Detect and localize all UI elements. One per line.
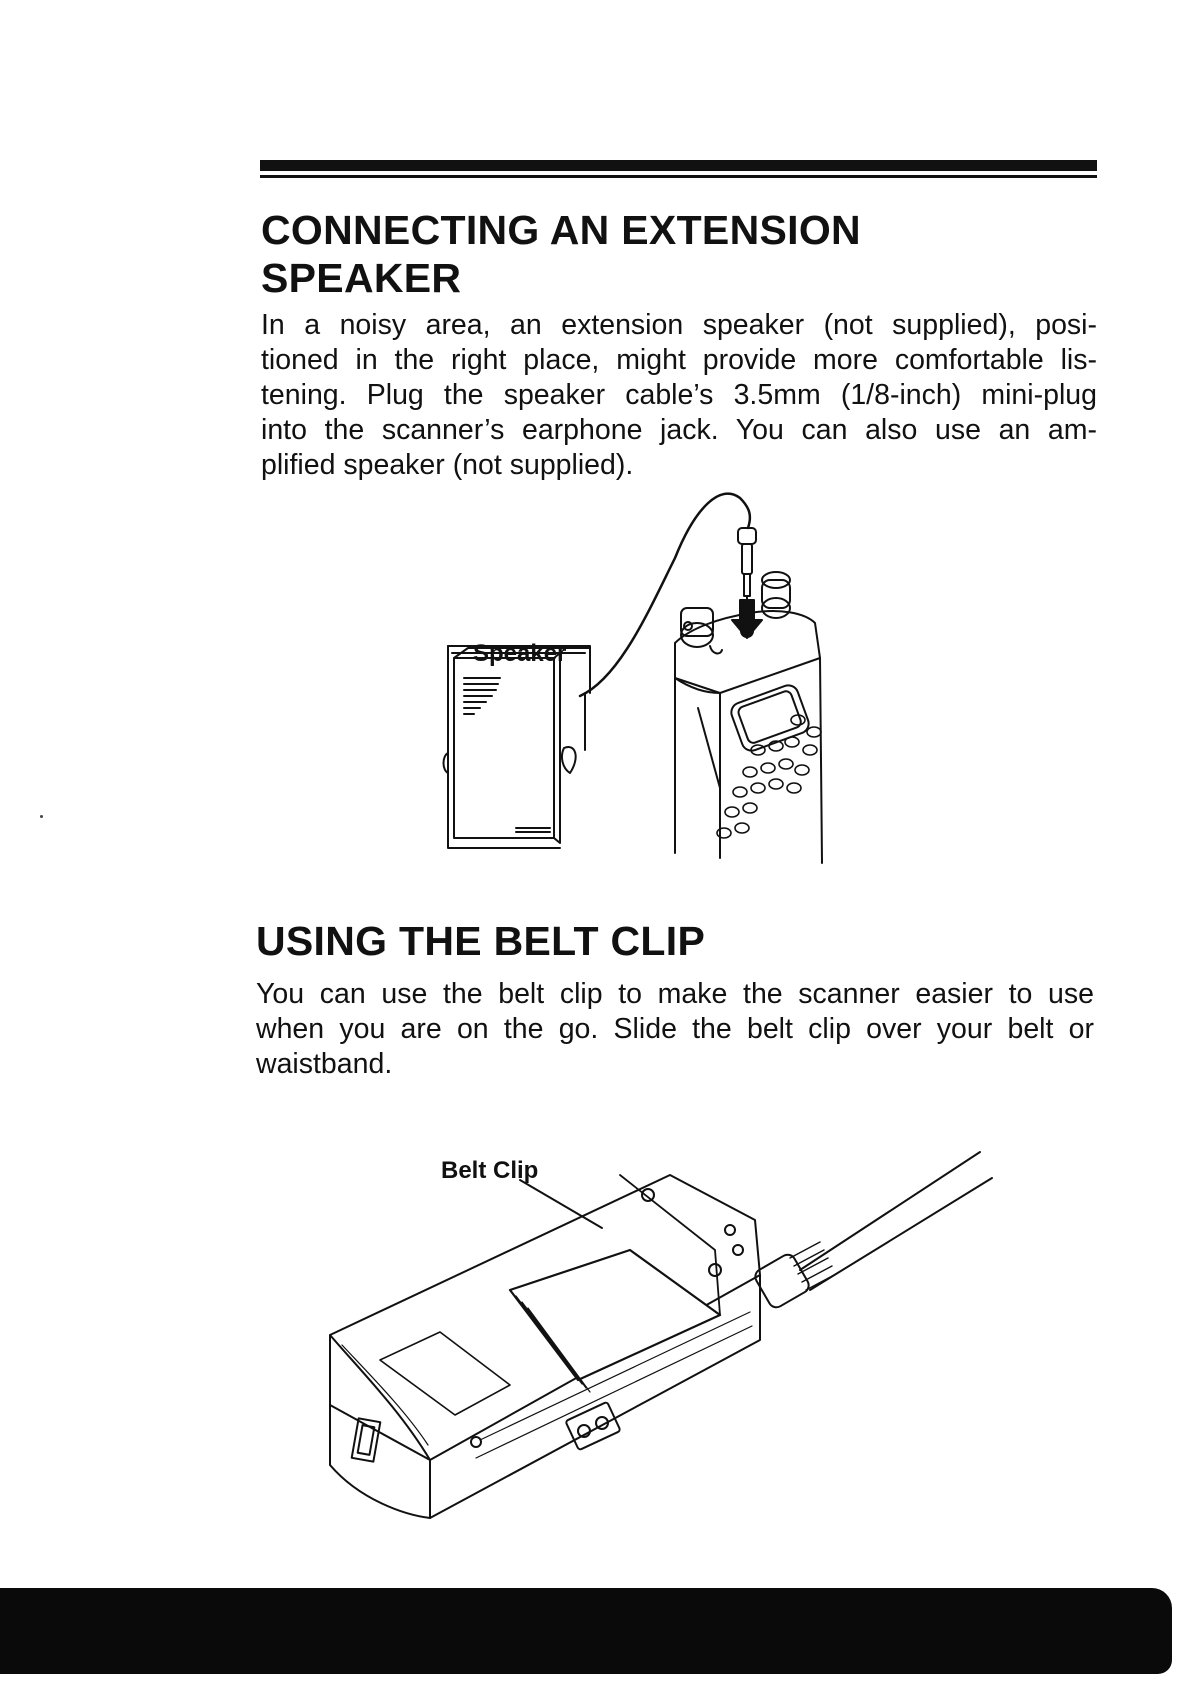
paragraph-line: tioned in the right place, might provide more comfortable lis- [261, 344, 1097, 376]
paragraph-line: In a noisy area, an extension speaker (not supplied), posi- [261, 309, 1097, 341]
heading-line-2: SPEAKER [261, 255, 462, 301]
antenna-icon [752, 1152, 992, 1310]
paragraph-line: into the scanner’s earphone jack. You can also use an am- [261, 414, 1097, 446]
speaker-box-icon [444, 646, 591, 848]
paragraph-line: waistband. [256, 1048, 393, 1080]
paragraph-line: You can use the belt clip to make the scanner easier to use [256, 978, 1094, 1010]
top-rule-thin [260, 175, 1097, 178]
heading-line-1: CONNECTING AN EXTENSION [261, 207, 861, 253]
paragraph-line: plified speaker (not supplied). [261, 449, 634, 481]
speaker-label: Speaker [473, 640, 567, 667]
belt-clip-icon [510, 1250, 720, 1380]
speaker-connection-illustration [420, 488, 900, 888]
mini-plug-icon [738, 528, 756, 606]
scanner-body-icon [330, 1175, 760, 1518]
section-heading-extension-speaker [261, 206, 1081, 302]
bottom-edge-band [0, 1588, 1172, 1674]
top-rule-thick [260, 160, 1097, 171]
section-heading-belt-clip: USING THE BELT CLIP [256, 918, 706, 964]
paragraph-line: tening. Plug the speaker cable’s 3.5mm (1/8-inch) mini-plug [261, 379, 1097, 411]
belt-clip-paragraph [256, 977, 1094, 1082]
extension-speaker-paragraph [261, 308, 1097, 483]
belt-clip-pointer-line [520, 1180, 602, 1228]
paragraph-line: when you are on the go. Slide the belt clip over your belt or [256, 1013, 1094, 1045]
stray-dot [40, 815, 43, 818]
speaker-cable [580, 494, 750, 696]
belt-clip-illustration [320, 1140, 1020, 1560]
belt-clip-label: Belt Clip [441, 1157, 539, 1184]
